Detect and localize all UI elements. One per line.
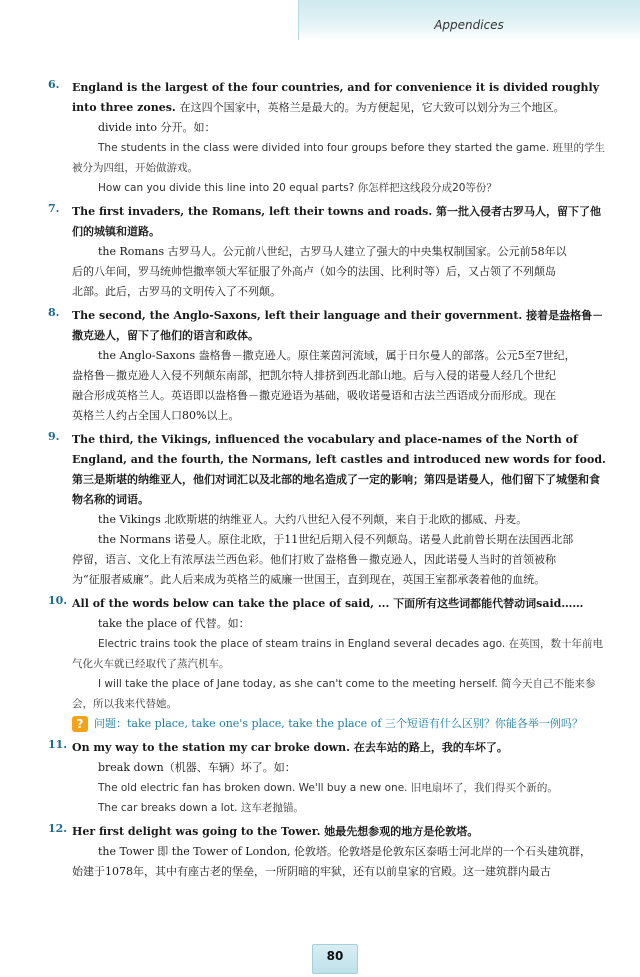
note-entry — [0, 78, 640, 198]
note-heading-zh: 接着是盎格鲁－撒克逊人，留下了他们的语言和政体。 — [72, 309, 604, 342]
page-number: 80 — [326, 949, 344, 963]
note-number: 7. — [48, 202, 60, 215]
page-number-box — [312, 944, 358, 974]
note-number: 10. — [48, 594, 68, 607]
note-line: 英格兰人约占全国人口80%以上。 — [72, 409, 240, 422]
note-heading — [72, 738, 610, 758]
question-icon: ? — [72, 716, 88, 732]
note-heading-zh: 她最先想参观的地方是伦敦塔。 — [324, 825, 479, 838]
note-line: break down（机器、车辆）坏了。如： — [98, 761, 296, 774]
note-heading-zh: 在这四个国家中，英格兰是最大的。为方便起见，它大致可以划分为三个地区。 — [179, 101, 565, 114]
note-number: 12. — [48, 822, 68, 835]
note-line: divide into 分开。如： — [98, 121, 216, 134]
note-line: take the place of 代替。如： — [98, 617, 250, 630]
question-text: 问题：take place, take one's place, take the place of 三个短语有什么区别？你能各举一例吗？ — [94, 717, 583, 730]
note-line: 融合形成英格兰人。英语即以盎格鲁－撒克逊语为基础，吸收诺曼语和古法兰西语成分而形成。现在 — [72, 389, 556, 402]
note-number: 9. — [48, 430, 60, 443]
note-example-cont: 气化火车就已经取代了蒸汽机车。 — [72, 658, 230, 670]
note-heading-zh: 在去车站的路上，我的车坏了。 — [353, 741, 508, 754]
note-entry — [0, 306, 640, 426]
note-number: 11. — [48, 738, 68, 751]
note-heading-zh: 下面所有这些词都能代替动词said…… — [393, 597, 584, 610]
note-example: The students in the class were divided into four groups before they started the game. 班里的学生 — [98, 142, 606, 154]
note-example: Electric trains took the place of steam trains in England several decades ago. 在英国，数十年前电 — [98, 638, 604, 650]
note-heading-en: Her first delight was going to the Tower. — [72, 825, 321, 838]
note-line: 后的八年间，罗马统帅恺撒率领大军征服了外高卢（如今的法国、比利时等）后，又占领了不列颠岛 — [72, 265, 556, 278]
note-heading-en: On my way to the station my car broke down. — [72, 741, 350, 754]
note-number: 8. — [48, 306, 60, 319]
note-example-cont: 被分为四组，开始做游戏。 — [72, 162, 198, 174]
note-entry — [0, 594, 640, 734]
note-number: 6. — [48, 78, 60, 91]
note-heading-zh: 第一批入侵者古罗马人，留下了他们的城镇和道路。 — [72, 205, 602, 238]
note-line: 始建于1078年，其中有座古老的堡垒，一所阴暗的牢狱，还有以前皇家的官殿。这一建筑群内最古 — [72, 865, 551, 878]
note-example: How can you divide this line into 20 equal parts? 你怎样把这线段分成20等份？ — [98, 182, 497, 194]
note-entry — [0, 430, 640, 590]
note-heading — [72, 78, 610, 118]
note-line: the Romans 古罗马人。公元前八世纪，古罗马人建立了强大的中央集权制国家。公元前58年以 — [98, 245, 567, 258]
note-entry — [0, 738, 640, 818]
note-entry — [0, 202, 640, 302]
note-entry — [0, 822, 640, 882]
note-heading — [72, 430, 610, 510]
note-heading-en: All of the words below can take the place of said, ... — [72, 597, 390, 610]
note-heading-en: England is the largest of the four countries, and for convenience it is divided roughly into three zones. — [72, 81, 600, 114]
notes-content — [0, 78, 640, 886]
note-line: 盎格鲁－撒克逊人入侵不列颠东南部，把凯尔特人排挤到西北部山地。后与入侵的诺曼人经几个世纪 — [72, 369, 556, 382]
note-example: The old electric fan has broken down. We'll buy a new one. 旧电扇坏了，我们得买个新的。 — [98, 782, 558, 794]
question-prompt — [72, 714, 610, 734]
note-example: I will take the place of Jane today, as she can't come to the meeting herself. 简今天自己不能来参 — [98, 678, 596, 690]
note-heading — [72, 202, 610, 242]
note-example-cont: 会，所以我来代替她。 — [72, 698, 177, 710]
note-line: the Vikings 北欧斯堪的纳维亚人。大约八世纪入侵不列颠，来自于北欧的挪威、丹麦。 — [98, 513, 528, 526]
section-title: Appendices — [434, 18, 504, 32]
note-line: the Normans 诺曼人。原住北欧，于11世纪后期入侵不列颠岛。诺曼人此前曾长期在法国西北部 — [98, 533, 574, 546]
note-example: The car breaks down a lot. 这车老抛锚。 — [98, 802, 304, 814]
note-heading-en: The third, the Vikings, influenced the vocabulary and place-names of the North of England, and the fourth, the Normans, left castles and introduced new words for food. — [72, 433, 606, 466]
note-heading — [72, 594, 610, 614]
note-line: the Anglo-Saxons 盎格鲁－撒克逊人。原住莱茵河流域，属于日尔曼人的部落。公元5至7世纪， — [98, 349, 576, 362]
note-line: 北部。此后，古罗马的文明传入了不列颠。 — [72, 285, 281, 298]
note-heading-en: The second, the Anglo-Saxons, left their language and their government. — [72, 309, 523, 322]
note-heading — [72, 822, 610, 842]
note-line: the Tower 即 the Tower of London, 伦敦塔。伦敦塔是伦敦东区泰晤士河北岸的一个石头建筑群， — [98, 845, 592, 858]
note-line: 停留，语言、文化上有浓厚法兰西色彩。他们打败了盎格鲁－撒克逊人，因此诺曼人当时的首领被称 — [72, 553, 556, 566]
note-heading-en: The first invaders, the Romans, left their towns and roads. — [72, 205, 433, 218]
note-heading — [72, 306, 610, 346]
note-line: 为“征服者威廉”。此人后来成为英格兰的威廉一世国王，直到现在，英国王室都承袭着他的血统。 — [72, 573, 546, 586]
note-heading-zh: 第三是斯堪的纳维亚人，他们对词汇以及北部的地名造成了一定的影响；第四是诺曼人，他们留下了城堡和食物名称的词语。 — [72, 473, 600, 506]
